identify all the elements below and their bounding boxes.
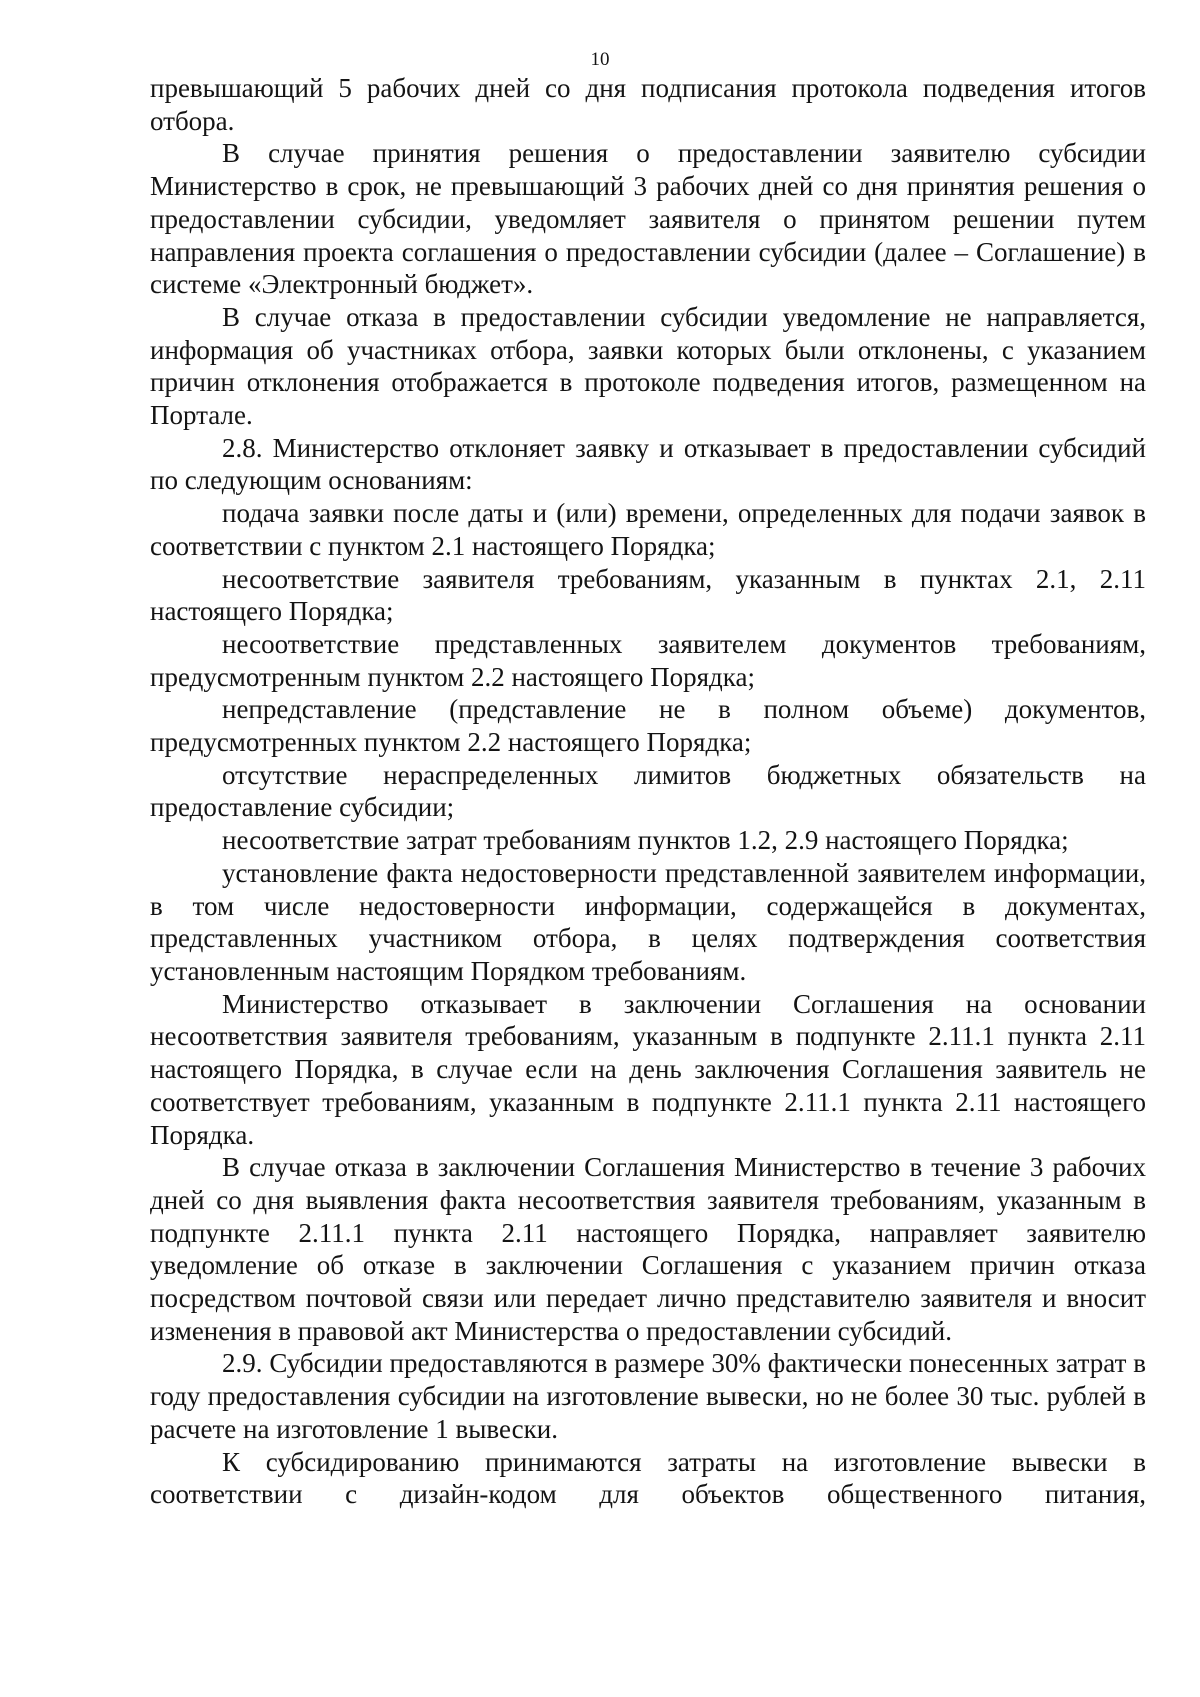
paragraph-eligible-costs: К субсидированию принимаются затраты на изготовление вывески в соответствии с дизайн-кодом для объектов общественного питания, — [150, 1446, 1146, 1510]
document-body — [150, 72, 1146, 1511]
paragraph-subsidy-decision: В случае принятия решения о предоставлении заявителю субсидии Министерство в срок, не превышающий 3 рабочих дней со дня принятия решения о предоставлении субсидии, уведомляет заявителя о принятом решении путем направления проекта соглашения о предоставлении субсидии (далее – Соглашение) в системе «Электронный бюджет». — [150, 138, 1146, 300]
list-item-costs-noncompliance: несоответствие затрат требованиям пунктов 1.2, 2.9 настоящего Порядка; — [222, 825, 1069, 856]
paragraph-refusal-notification: В случае отказа в заключении Соглашения Министерство в течение 3 рабочих дней со дня выявления факта несоответствия заявителя требованиям, указанным в подпункте 2.11.1 пункта 2.11 настоящего Порядка, направляет заявителю уведомление об отказе в заключении Соглашения с указанием причин отказа посредством почтовой связи или передает лично представителю заявителя и вносит изменения в правовой акт Министерства о предоставлении субсидий. — [150, 1152, 1146, 1346]
paragraph-continuation: превышающий 5 рабочих дней со дня подписания протокола подведения итогов отбора. — [150, 73, 1146, 136]
paragraph-section-2-8: 2.8. Министерство отклоняет заявку и отказывает в предоставлении субсидий по следующим основаниям: — [150, 432, 1146, 496]
paragraph-section-2-9: 2.9. Субсидии предоставляются в размере 30% фактически понесенных затрат в году предоставления субсидии на изготовление вывески, но не более 30 тыс. рублей в расчете на изготовление 1 вывески. — [150, 1348, 1146, 1444]
page-number: 10 — [590, 49, 610, 70]
list-item-applicant-noncompliance: несоответствие заявителя требованиям, указанным в пунктах 2.1, 2.11 настоящего Порядка; — [150, 563, 1146, 627]
list-item-late-submission: подача заявки после даты и (или) времени, определенных для подачи заявок в соответствии с пунктом 2.1 настоящего Порядка; — [150, 498, 1146, 561]
list-item-no-limits: отсутствие нераспределенных лимитов бюджетных обязательств на предоставление субсидии; — [150, 759, 1146, 823]
list-item-documents-noncompliance: несоответствие представленных заявителем документов требованиям, предусмотренным пунктом 2.2 настоящего Порядка; — [150, 628, 1146, 692]
list-item-false-information: установление факта недостоверности представленной заявителем информации, в том числе недостоверности информации, содержащейся в документах, представленных участником отбора, в целях подтверждения соответствия установленным настоящим Порядком требованиям. — [150, 857, 1146, 986]
list-item-documents-missing: непредставление (представление не в полном объеме) документов, предусмотренных пунктом 2.2 настоящего Порядка; — [150, 694, 1146, 758]
paragraph-subsidy-refusal: В случае отказа в предоставлении субсидии уведомление не направляется, информация об участниках отбора, заявки которых были отклонены, с указанием причин отклонения отображается в протоколе подведения итогов, размещенном на Портале. — [150, 301, 1146, 431]
paragraph-agreement-refusal: Министерство отказывает в заключении Соглашения на основании несоответствия заявителя требованиям, указанным в подпункте 2.11.1 пункта 2.11 настоящего Порядка, в случае если на день заключения Соглашения заявитель не соответствует требованиям, указанным в подпункте 2.11.1 пункта 2.11 настоящего Порядка. — [150, 988, 1146, 1150]
